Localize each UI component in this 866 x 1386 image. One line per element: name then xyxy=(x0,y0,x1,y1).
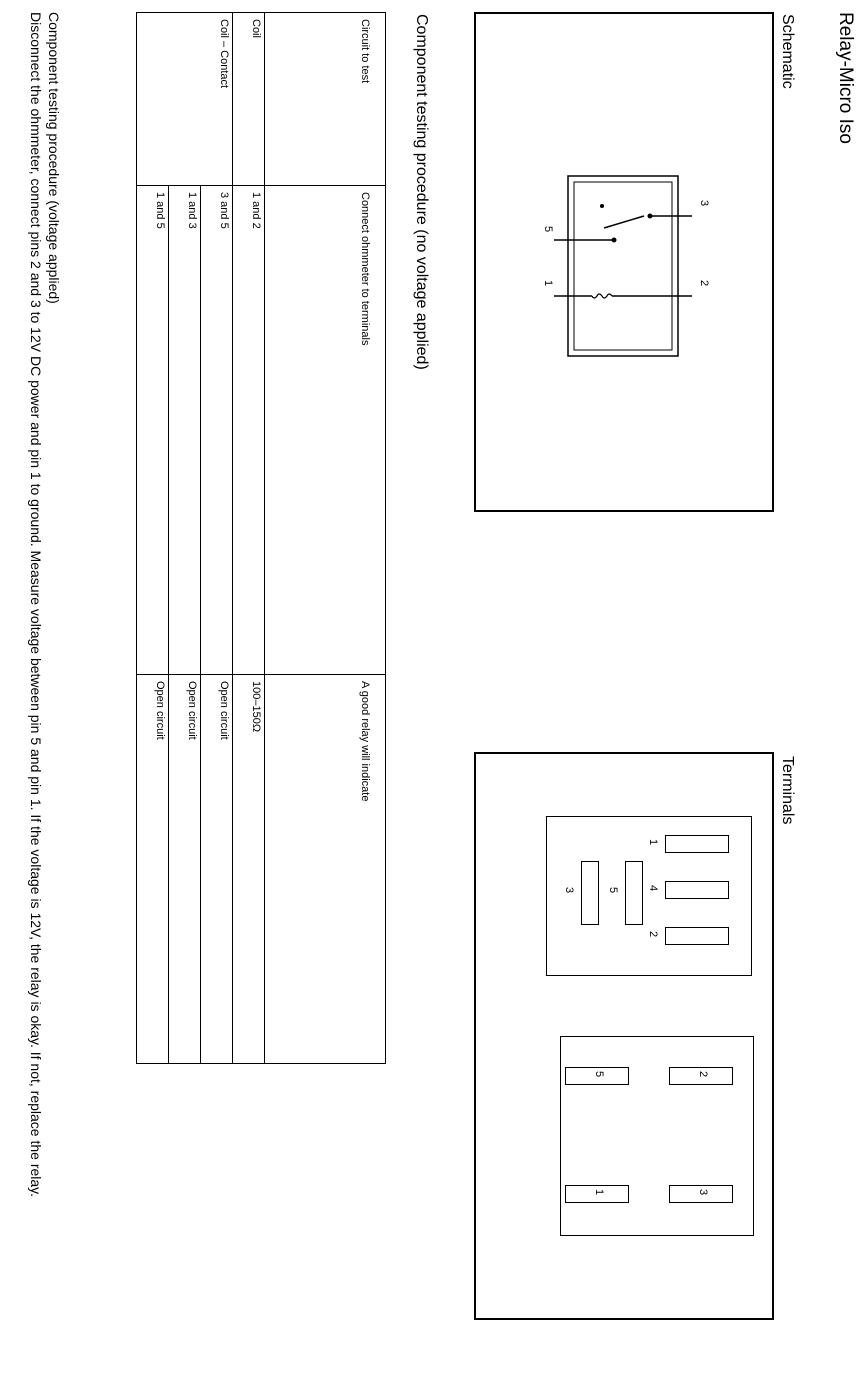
table-header-terminals: Connect ohmmeter to terminals xyxy=(265,186,386,675)
schematic-pin-2-label: 2 xyxy=(698,280,710,287)
table-row xyxy=(233,13,265,1064)
terminal-pin-2-slot xyxy=(665,927,729,945)
terminal-pin-4-slot xyxy=(665,881,729,899)
table-header-result: A good relay will indicate xyxy=(265,675,386,1064)
table-cell-circuit: Coil xyxy=(233,13,265,186)
table-cell-terminals: 1 and 2 xyxy=(233,186,265,675)
relay-schematic-diagram xyxy=(476,14,772,510)
testing-no-voltage-heading: Component testing procedure (no voltage applied) xyxy=(413,14,430,370)
table-header-row xyxy=(265,13,386,1064)
terminal-pin-2-label: 2 xyxy=(647,931,659,938)
terminals-top-view xyxy=(546,816,752,976)
testing-voltage-heading: Component testing procedure (voltage applied) xyxy=(46,12,62,304)
terminals-box xyxy=(474,752,774,1320)
bottom-pin-5-label: 5 xyxy=(593,1071,605,1078)
schematic-pin-1-label: 1 xyxy=(542,280,554,287)
table-cell-result: 100–150Ω xyxy=(233,675,265,1064)
table-cell-result: Open circuit xyxy=(137,675,169,1064)
table-cell-result: Open circuit xyxy=(169,675,201,1064)
schematic-pin-3-label: 3 xyxy=(698,200,710,207)
terminal-pin-4-label: 4 xyxy=(647,885,659,892)
terminals-bottom-view xyxy=(560,1036,754,1236)
terminals-heading: Terminals xyxy=(779,756,796,825)
table-row xyxy=(201,13,233,1064)
bottom-pin-1-label: 1 xyxy=(593,1189,605,1196)
table-cell-terminals: 1 and 5 xyxy=(137,186,169,675)
schematic-heading: Schematic xyxy=(779,14,796,89)
table-cell-circuit: Coil – Contact xyxy=(137,13,233,186)
testing-voltage-body: Disconnect the ohmmeter, connect pins 2 and 3 to 12V DC power and pin 1 to ground. Measure voltage between pin 5 and pin 1. If the voltage is 12V, the relay is okay. If not, replace the relay. xyxy=(28,12,44,1198)
page-title: Relay-Micro Iso xyxy=(835,12,856,144)
schematic-box xyxy=(474,12,774,512)
terminal-pin-3-label: 3 xyxy=(563,887,575,894)
table-cell-terminals: 1 and 3 xyxy=(169,186,201,675)
terminal-pin-3-slot xyxy=(581,861,599,925)
terminal-pin-5-slot xyxy=(625,861,643,925)
bottom-pin-3-label: 3 xyxy=(697,1189,709,1196)
table-cell-result: Open circuit xyxy=(201,675,233,1064)
table-header-circuit: Circuit to test xyxy=(265,13,386,186)
schematic-pin-5-label: 5 xyxy=(542,226,554,233)
terminal-pin-1-label: 1 xyxy=(647,839,659,846)
testing-table xyxy=(136,12,386,1064)
bottom-pin-2-label: 2 xyxy=(697,1071,709,1078)
terminal-pin-5-label: 5 xyxy=(607,887,619,894)
terminal-pin-1-slot xyxy=(665,835,729,853)
table-cell-terminals: 3 and 5 xyxy=(201,186,233,675)
